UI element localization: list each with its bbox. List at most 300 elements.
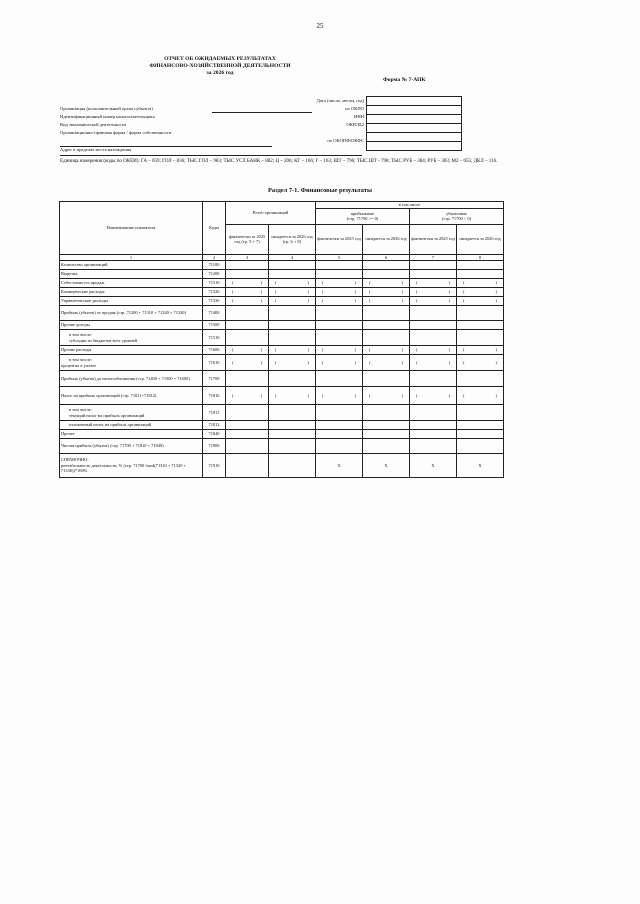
- row-name-prefix: СПРАВОЧНО:: [61, 457, 89, 463]
- col-number: 1: [60, 254, 203, 261]
- paren-open: (: [275, 347, 277, 353]
- row-name: [60, 430, 203, 439]
- paren-pair: [411, 289, 455, 295]
- value-cell[interactable]: [457, 270, 504, 279]
- value-cell[interactable]: [316, 405, 363, 421]
- paren-open: (: [275, 289, 277, 295]
- value-cell[interactable]: [457, 261, 504, 270]
- inn-cell[interactable]: [367, 115, 462, 124]
- table-row: [60, 270, 504, 279]
- value-cell[interactable]: [226, 346, 269, 355]
- header-exp-profitable: ожидается за 2026 год: [363, 224, 410, 254]
- value-cell[interactable]: [410, 297, 457, 306]
- header-name: Наименование показателя: [60, 202, 203, 255]
- row-name-text: Прибыль (убыток) от продаж (стр. 71200 + 71310 + 71320 + 71330): [61, 310, 186, 316]
- units-note: Единица измерения (коды по ОКЕИ): ГА – 059; ГОЛ – 836; ТЫС ГОЛ – 983; ТЫС УСЛ БАНК – 882; Ц – 206; КГ – 166; Г – 163; ШТ – 796; ТЫС ШТ - 798; ТЫС РУБ – 384; РУБ – 383; М2 – 055; ДКЛ – 116.: [60, 159, 498, 164]
- blank-code-cell[interactable]: [367, 133, 462, 142]
- paren-open: (: [232, 392, 234, 398]
- inn-label: ИНН: [354, 114, 364, 119]
- row-code: 71900: [203, 439, 226, 454]
- paren-close: ): [307, 359, 309, 365]
- value-cell[interactable]: [410, 355, 457, 371]
- paren-pair: [270, 347, 314, 353]
- value-cell[interactable]: [226, 371, 269, 387]
- value-cell[interactable]: [363, 288, 410, 297]
- value-cell[interactable]: [316, 330, 363, 346]
- value-cell[interactable]: Х: [457, 454, 504, 478]
- value-cell[interactable]: [316, 421, 363, 430]
- value-cell[interactable]: [269, 321, 316, 330]
- value-cell[interactable]: [410, 387, 457, 405]
- paren-close: ): [448, 392, 450, 398]
- col-number: 7: [410, 254, 457, 261]
- paren-pair: [458, 289, 502, 295]
- value-cell[interactable]: [226, 405, 269, 421]
- value-cell[interactable]: [269, 430, 316, 439]
- value-cell[interactable]: [363, 421, 410, 430]
- row-name-prefix: в том числе:: [69, 357, 92, 363]
- paren-close: ): [354, 280, 356, 286]
- org-label: Организация (исполнительный орган субъекта): [60, 106, 153, 111]
- paren-close: ): [307, 392, 309, 398]
- paren-close: ): [354, 289, 356, 295]
- paren-close: ): [260, 280, 262, 286]
- paren-open: (: [369, 280, 371, 286]
- value-cell[interactable]: [269, 371, 316, 387]
- table-row: [60, 454, 504, 478]
- value-cell[interactable]: [363, 306, 410, 321]
- table-row: [60, 439, 504, 454]
- row-code: 71200: [203, 270, 226, 279]
- paren-pair: [458, 298, 502, 304]
- row-name: [60, 371, 203, 387]
- value-cell[interactable]: [226, 330, 269, 346]
- paren-open: (: [232, 347, 234, 353]
- paren-close: ): [260, 359, 262, 365]
- value-cell[interactable]: [316, 430, 363, 439]
- value-cell[interactable]: [363, 405, 410, 421]
- row-name: [60, 346, 203, 355]
- paren-open: (: [416, 289, 418, 295]
- paren-close: ): [307, 280, 309, 286]
- value-cell[interactable]: [457, 321, 504, 330]
- value-cell[interactable]: [363, 439, 410, 454]
- value-cell[interactable]: [316, 297, 363, 306]
- paren-pair: [270, 360, 314, 366]
- value-cell[interactable]: [226, 279, 269, 288]
- value-cell[interactable]: [363, 270, 410, 279]
- paren-close: ): [401, 359, 403, 365]
- okved-cell[interactable]: [367, 124, 462, 133]
- okpo-label: по ОКПО: [345, 106, 364, 111]
- value-cell[interactable]: [269, 279, 316, 288]
- paren-open: (: [232, 280, 234, 286]
- value-cell[interactable]: [226, 355, 269, 371]
- row-name-text: отложенный налог на прибыль организаций: [69, 422, 152, 428]
- value-cell[interactable]: [410, 371, 457, 387]
- row-name: [60, 439, 203, 454]
- report-title-line-3: за 2026 год: [206, 70, 234, 76]
- paren-pair: [458, 393, 502, 399]
- paren-open: (: [463, 359, 465, 365]
- table-row: [60, 371, 504, 387]
- legal-form-label: Организационно-правовая форма / форма собственности: [60, 130, 172, 135]
- value-cell[interactable]: [226, 288, 269, 297]
- paren-close: ): [401, 347, 403, 353]
- value-cell[interactable]: [316, 387, 363, 405]
- paren-close: ): [354, 359, 356, 365]
- value-cell[interactable]: [226, 430, 269, 439]
- value-cell[interactable]: [363, 355, 410, 371]
- value-cell[interactable]: [269, 387, 316, 405]
- value-cell[interactable]: [410, 439, 457, 454]
- value-cell[interactable]: [316, 270, 363, 279]
- value-cell[interactable]: [316, 261, 363, 270]
- paren-pair: [458, 280, 502, 286]
- row-name-text: текущий налог на прибыль организаций: [69, 412, 145, 418]
- okpo-cell[interactable]: [367, 106, 462, 115]
- paren-pair: [411, 347, 455, 353]
- value-cell[interactable]: [363, 330, 410, 346]
- value-cell[interactable]: [316, 371, 363, 387]
- paren-pair: [364, 280, 408, 286]
- paren-close: ): [354, 392, 356, 398]
- row-name: [60, 355, 203, 371]
- paren-open: (: [369, 347, 371, 353]
- value-cell[interactable]: [410, 261, 457, 270]
- value-cell[interactable]: [269, 306, 316, 321]
- row-name: [60, 261, 203, 270]
- row-name-text: Прочие доходы: [61, 322, 90, 328]
- value-cell[interactable]: [269, 346, 316, 355]
- paren-close: ): [495, 359, 497, 365]
- paren-close: ): [401, 280, 403, 286]
- table-row: [60, 430, 504, 439]
- codes-block: [366, 96, 462, 151]
- row-code: 71600: [203, 346, 226, 355]
- value-cell[interactable]: [269, 405, 316, 421]
- paren-pair: [317, 298, 361, 304]
- paren-open: (: [463, 392, 465, 398]
- paren-close: ): [401, 392, 403, 398]
- row-name: [60, 330, 203, 346]
- paren-close: ): [401, 289, 403, 295]
- okved-label: ОКВЭД2: [346, 122, 364, 127]
- header-codes: Коды: [203, 202, 226, 255]
- value-cell[interactable]: [316, 288, 363, 297]
- col-number: 3: [226, 254, 269, 261]
- row-name: [60, 297, 203, 306]
- value-cell[interactable]: [316, 355, 363, 371]
- paren-close: ): [307, 289, 309, 295]
- row-code: 71840: [203, 430, 226, 439]
- value-cell[interactable]: [410, 321, 457, 330]
- row-name: [60, 270, 203, 279]
- row-code: 71910: [203, 454, 226, 478]
- paren-close: ): [448, 298, 450, 304]
- value-cell[interactable]: [269, 355, 316, 371]
- financial-results-table: [59, 201, 504, 478]
- row-name-text: Количество организаций: [61, 262, 108, 268]
- paren-pair: [364, 360, 408, 366]
- value-cell[interactable]: [226, 439, 269, 454]
- value-cell[interactable]: [226, 261, 269, 270]
- value-cell[interactable]: [457, 405, 504, 421]
- value-cell[interactable]: [226, 421, 269, 430]
- value-cell[interactable]: Х: [363, 454, 410, 478]
- paren-pair: [270, 280, 314, 286]
- value-cell[interactable]: [226, 387, 269, 405]
- okopf-cell[interactable]: [367, 142, 462, 151]
- header-unprofitable: [410, 208, 504, 224]
- value-cell[interactable]: [363, 321, 410, 330]
- paren-open: (: [416, 359, 418, 365]
- paren-pair: [458, 347, 502, 353]
- value-cell[interactable]: [457, 421, 504, 430]
- paren-open: (: [369, 392, 371, 398]
- paren-open: (: [322, 289, 324, 295]
- row-name-text: Налог на прибыль организаций (стр. 71811+71812): [61, 392, 157, 398]
- row-name-text: Прочее: [61, 431, 75, 437]
- col-number: 8: [457, 254, 504, 261]
- header-exp-unprofitable: ожидается за 2026 год: [457, 224, 504, 254]
- col-number: 4: [269, 254, 316, 261]
- row-name-text: Прочие расходы: [61, 347, 92, 353]
- value-cell[interactable]: [363, 346, 410, 355]
- row-name-prefix: в том числе:: [69, 332, 92, 338]
- header-fact-profitable: фактически за 2025 год: [316, 224, 363, 254]
- row-name: [60, 279, 203, 288]
- paren-close: ): [495, 289, 497, 295]
- row-name-text: Выручка: [61, 271, 78, 277]
- col-number: 5: [316, 254, 363, 261]
- paren-open: (: [322, 392, 324, 398]
- value-cell[interactable]: [457, 371, 504, 387]
- table-row: [60, 279, 504, 288]
- value-cell[interactable]: [363, 279, 410, 288]
- value-cell[interactable]: [457, 288, 504, 297]
- paren-open: (: [322, 280, 324, 286]
- row-name-prefix: в том числе:: [69, 407, 92, 413]
- paren-open: (: [463, 347, 465, 353]
- paren-pair: [458, 360, 502, 366]
- paren-pair: [411, 360, 455, 366]
- table-row: [60, 355, 504, 371]
- paren-pair: [364, 289, 408, 295]
- table-row: [60, 288, 504, 297]
- row-name: [60, 405, 203, 421]
- value-cell[interactable]: [410, 330, 457, 346]
- header-incl: в том числе: [316, 202, 504, 209]
- row-name: [60, 288, 203, 297]
- paren-open: (: [463, 298, 465, 304]
- paren-close: ): [260, 392, 262, 398]
- row-name: [60, 421, 203, 430]
- paren-open: (: [416, 280, 418, 286]
- value-cell[interactable]: [226, 454, 269, 478]
- value-cell[interactable]: [410, 421, 457, 430]
- value-cell[interactable]: [410, 405, 457, 421]
- value-cell[interactable]: [269, 261, 316, 270]
- table-row: [60, 261, 504, 270]
- paren-open: (: [322, 359, 324, 365]
- paren-pair: [364, 298, 408, 304]
- value-cell[interactable]: [269, 439, 316, 454]
- row-name-text: субсидии из бюджетов всех уровней: [69, 337, 137, 343]
- paren-close: ): [448, 359, 450, 365]
- paren-open: (: [416, 347, 418, 353]
- address-line: [60, 155, 362, 156]
- value-cell[interactable]: [410, 430, 457, 439]
- value-cell[interactable]: [410, 346, 457, 355]
- paren-close: ): [495, 392, 497, 398]
- row-code: 71510: [203, 330, 226, 346]
- value-cell[interactable]: [363, 371, 410, 387]
- paren-close: ): [354, 298, 356, 304]
- value-cell[interactable]: [269, 297, 316, 306]
- profitable-cond: (стр. 71700 >= 0): [346, 216, 379, 222]
- value-cell[interactable]: [457, 297, 504, 306]
- row-name-text: Прибыль (убыток) до налогообложения (стр. 71400 + 71500 + 71600): [61, 375, 190, 381]
- value-cell[interactable]: [457, 439, 504, 454]
- row-code: 71610: [203, 355, 226, 371]
- paren-pair: [411, 393, 455, 399]
- value-cell[interactable]: [269, 454, 316, 478]
- row-code: 71500: [203, 321, 226, 330]
- paren-open: (: [232, 359, 234, 365]
- value-cell[interactable]: [457, 387, 504, 405]
- paren-pair: [270, 298, 314, 304]
- row-name-text: Чистая прибыль (убыток) (стр. 71700 + 71810 + 71840): [61, 443, 164, 449]
- paren-pair: [270, 289, 314, 295]
- unprofitable-cond: (стр. 71700 < 0): [441, 216, 472, 222]
- value-cell[interactable]: [363, 297, 410, 306]
- value-cell[interactable]: [457, 306, 504, 321]
- table-row: [60, 321, 504, 330]
- paren-pair: [227, 360, 267, 366]
- paren-close: ): [495, 347, 497, 353]
- paren-close: ): [495, 280, 497, 286]
- paren-open: (: [275, 280, 277, 286]
- paren-open: (: [416, 298, 418, 304]
- value-cell[interactable]: [269, 288, 316, 297]
- value-cell[interactable]: [410, 288, 457, 297]
- row-name-text: рентабельность деятельности, % (стр. 71700 /mod(71310 + 71320 + 71330))*100%: [61, 462, 186, 474]
- value-cell[interactable]: Х: [410, 454, 457, 478]
- paren-open: (: [416, 392, 418, 398]
- value-cell[interactable]: [363, 387, 410, 405]
- value-cell[interactable]: [269, 421, 316, 430]
- paren-pair: [227, 393, 267, 399]
- value-cell[interactable]: [363, 430, 410, 439]
- table-row: [60, 421, 504, 430]
- address-label: Адрес в пределах места нахождения: [60, 147, 132, 152]
- row-name: [60, 454, 203, 478]
- value-cell[interactable]: [316, 306, 363, 321]
- header-exp-all: ожидается за 2026 год (гр. 6 + 8): [269, 224, 316, 254]
- table-row: [60, 306, 504, 321]
- value-cell[interactable]: [363, 261, 410, 270]
- value-cell[interactable]: [269, 330, 316, 346]
- report-title-line-1: ОТЧЕТ ОБ ОЖИДАЕМЫХ РЕЗУЛЬТАТАХ: [164, 56, 276, 62]
- paren-pair: [227, 280, 267, 286]
- paren-open: (: [275, 392, 277, 398]
- table-row: [60, 405, 504, 421]
- row-code: 71310: [203, 279, 226, 288]
- value-cell[interactable]: [457, 355, 504, 371]
- row-code: 71812: [203, 421, 226, 430]
- table-row: [60, 297, 504, 306]
- row-code: 71400: [203, 306, 226, 321]
- value-cell[interactable]: [316, 279, 363, 288]
- paren-pair: [317, 393, 361, 399]
- paren-close: ): [307, 347, 309, 353]
- paren-close: ): [260, 347, 262, 353]
- table-row: [60, 346, 504, 355]
- paren-pair: [317, 289, 361, 295]
- paren-close: ): [495, 298, 497, 304]
- date-cell[interactable]: [367, 97, 462, 106]
- value-cell[interactable]: [316, 439, 363, 454]
- report-title-line-2: ФИНАНСОВО-ХОЗЯЙСТВЕННОЙ ДЕЯТЕЛЬНОСТИ: [149, 63, 291, 69]
- org-line: [212, 112, 312, 113]
- value-cell[interactable]: [269, 270, 316, 279]
- value-cell[interactable]: [226, 321, 269, 330]
- row-name-text: Управленческие расходы: [61, 298, 108, 304]
- form-number: Форма № 7-АПК: [383, 77, 426, 83]
- value-cell[interactable]: [410, 270, 457, 279]
- row-name: [60, 387, 203, 405]
- paren-pair: [270, 393, 314, 399]
- value-cell[interactable]: [226, 297, 269, 306]
- value-cell[interactable]: [457, 279, 504, 288]
- row-code: 71320: [203, 288, 226, 297]
- okopf-label: по ОКОПФ/ОКФС: [327, 138, 364, 143]
- paren-open: (: [463, 289, 465, 295]
- row-name-text: проценты к уплате: [61, 362, 97, 368]
- value-cell[interactable]: [457, 330, 504, 346]
- paren-open: (: [232, 289, 234, 295]
- table-row: [60, 330, 504, 346]
- paren-open: (: [369, 289, 371, 295]
- paren-pair: [411, 280, 455, 286]
- header-all-orgs: Всего организаций: [226, 202, 316, 225]
- row-code: 71100: [203, 261, 226, 270]
- paren-open: (: [275, 298, 277, 304]
- value-cell[interactable]: Х: [316, 454, 363, 478]
- paren-pair: [317, 280, 361, 286]
- row-code: 71811: [203, 405, 226, 421]
- value-cell[interactable]: [457, 346, 504, 355]
- value-cell[interactable]: [457, 430, 504, 439]
- value-cell[interactable]: [316, 321, 363, 330]
- paren-pair: [227, 289, 267, 295]
- value-cell[interactable]: [410, 306, 457, 321]
- paren-close: ): [448, 347, 450, 353]
- header-fact-unprofitable: фактически за 2025 год: [410, 224, 457, 254]
- section-title: Раздел 7-1. Финансовые результаты: [268, 187, 372, 194]
- value-cell[interactable]: [410, 279, 457, 288]
- value-cell[interactable]: [226, 306, 269, 321]
- value-cell[interactable]: [226, 270, 269, 279]
- col-number: 2: [203, 254, 226, 261]
- paren-close: ): [448, 289, 450, 295]
- row-code: 71810: [203, 387, 226, 405]
- paren-pair: [317, 360, 361, 366]
- paren-pair: [227, 347, 267, 353]
- value-cell[interactable]: [316, 346, 363, 355]
- table-row: [60, 387, 504, 405]
